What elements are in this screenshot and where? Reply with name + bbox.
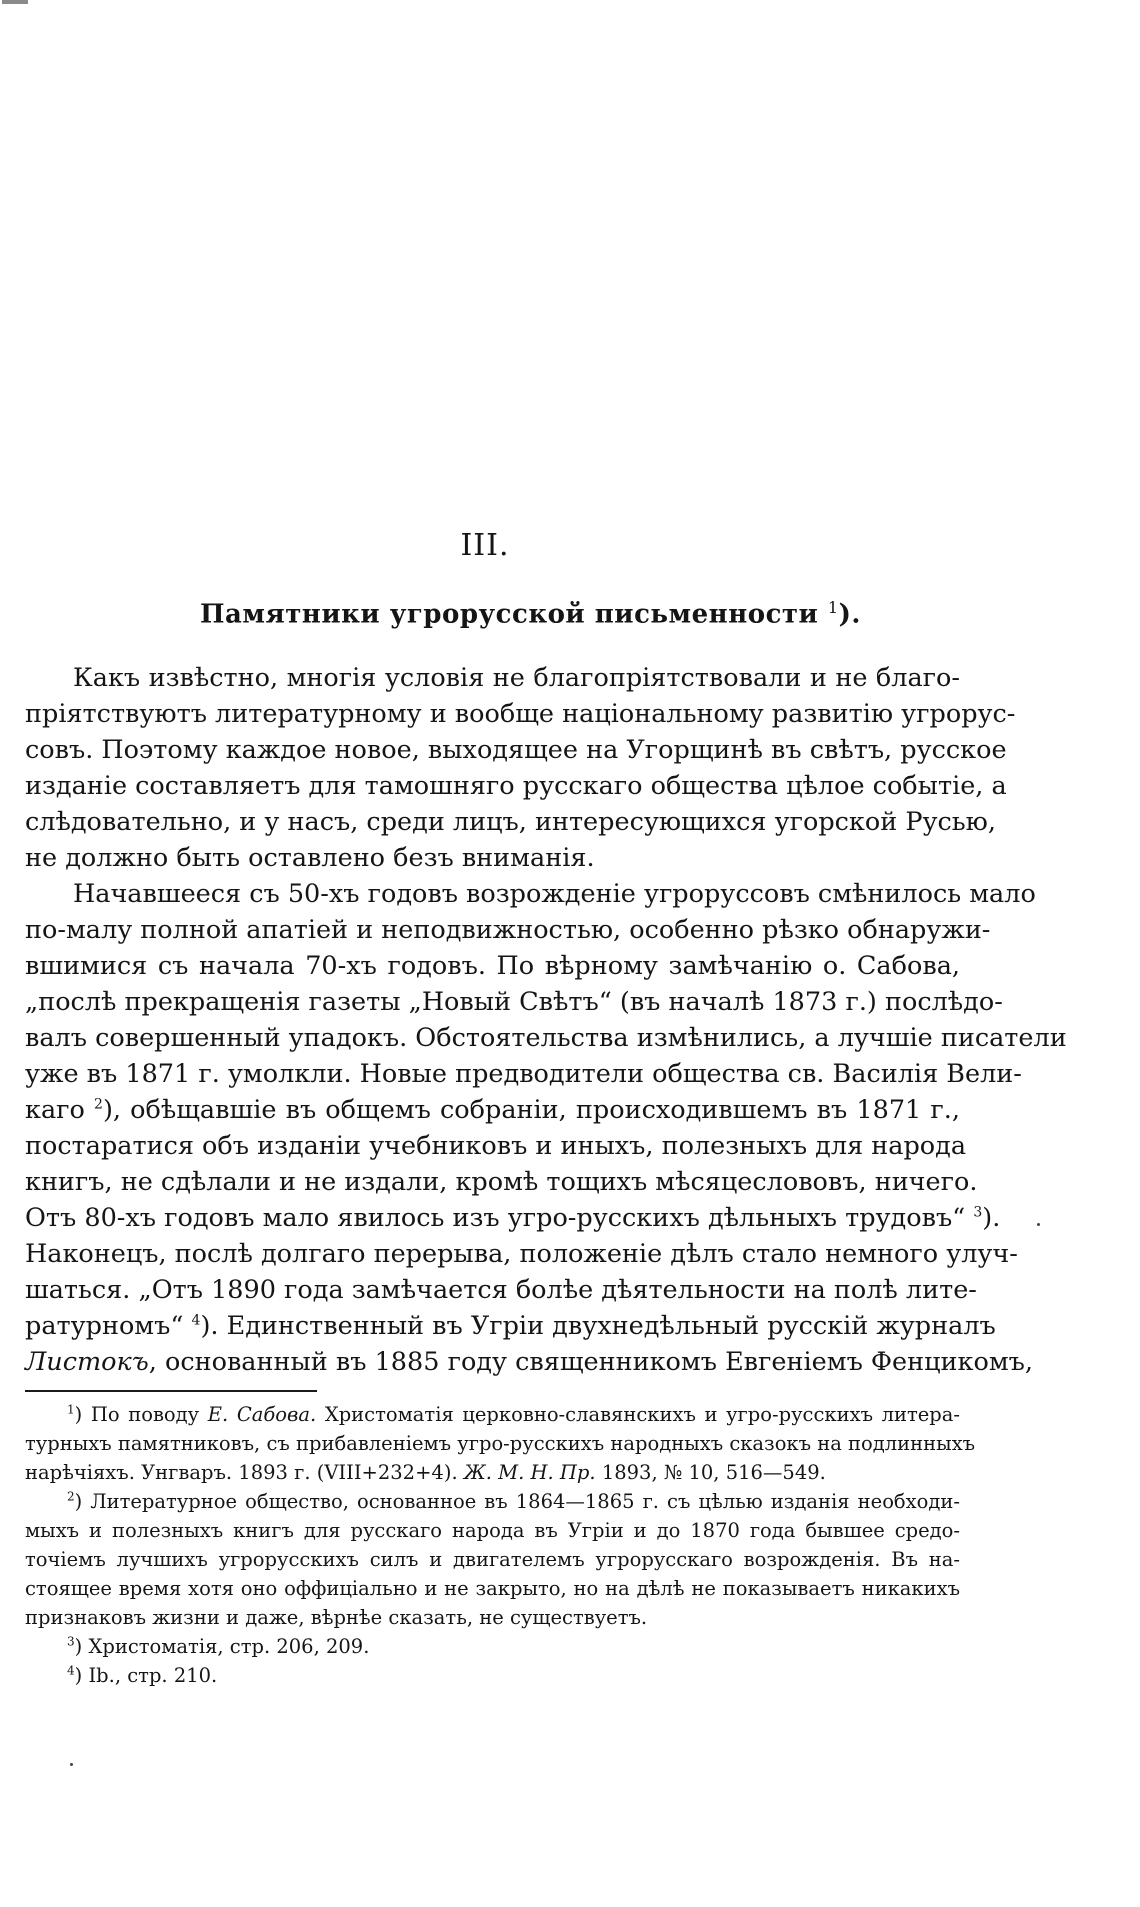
text-line: вшимися съ начала 70-хъ годовъ. По вѣрному замѣчанію о. Сабова,	[25, 951, 960, 981]
section-number: III.	[460, 528, 510, 563]
text-line: изданіе составляетъ для тамошняго русскаго общества цѣлое событіе, а	[25, 771, 1007, 801]
text-line: Наконецъ, послѣ долгаго перерыва, положеніе дѣлъ стало немного улуч-	[25, 1239, 1018, 1269]
text-fragment: Христоматія церковно-славянскихъ и угро-русскихъ литера-	[324, 1403, 960, 1426]
footnote-line	[25, 1458, 960, 1487]
text-line: постаратися объ изданіи учебниковъ и иныхъ, полезныхъ для народа	[25, 1131, 967, 1161]
text-line: шаться. „Отъ 1890 года замѣчается болѣе дѣятельности на полѣ лите-	[25, 1275, 977, 1305]
journal-abbrev: Ж. М. Н. Пр.	[463, 1461, 596, 1484]
chapter-title	[200, 598, 940, 630]
footnote-line: точіемъ лучшихъ угрорусскихъ силъ и двигателемъ угрорусскаго возрожденія. Въ на-	[25, 1548, 960, 1571]
scan-speck	[1037, 1223, 1040, 1226]
scan-speck	[70, 1763, 73, 1766]
footnote-ref: 2	[94, 1096, 103, 1113]
text-line	[25, 1092, 960, 1128]
text-fragment: ратурномъ“	[25, 1311, 184, 1341]
footnote-line: $^1$) По поводу Е. Сабова. Христоматія церковно-славянскихъ и угро-русскихъ литера-	[67, 1402, 960, 1426]
text-line	[25, 1200, 1001, 1236]
body-text	[25, 660, 1067, 1380]
footnote-ref: 1	[827, 598, 839, 617]
footnote-line: признаковъ жизни и даже, вѣрнѣе сказать, не существуетъ.	[25, 1606, 648, 1629]
text-fragment: ), обѣщавшіе въ общемъ собраніи, происходившемъ въ 1871 г.,	[102, 1095, 961, 1125]
journal-title: Листокъ	[25, 1347, 149, 1377]
footnote-line: $^4$) Ib., стр. 210.	[67, 1663, 218, 1687]
footnote-mark: 2	[67, 1489, 75, 1504]
text-line: слѣдовательно, и у насъ, среди лицъ, интересующихся угорской Русью,	[25, 807, 996, 837]
footnote-line: мыхъ и полезныхъ книгъ для русскаго народа въ Угріи и до 1870 года бывшее средо-	[25, 1519, 960, 1542]
footnote-line: $^3$) Христоматія, стр. 206, 209.	[67, 1634, 370, 1658]
footnote-divider	[25, 1390, 317, 1392]
footnote-mark: 4	[67, 1663, 75, 1678]
text-fragment: По поводу	[90, 1403, 200, 1426]
text-line: книгъ, не сдѣлали и не издали, кромѣ тощихъ мѣсяцеслововъ, ничего.	[25, 1167, 978, 1197]
text-line: по-малу полной апатіей и неподвижностью, особенно рѣзко обнаружи-	[25, 915, 991, 945]
text-line	[25, 1344, 1033, 1380]
footnote-mark: 1	[67, 1402, 75, 1417]
text-fragment: , основанный въ 1885 году священникомъ Евгеніемъ Фенцикомъ,	[148, 1347, 1033, 1377]
text-fragment: ). Единственный въ Угріи двухнедѣльный русскій журналъ	[200, 1311, 996, 1341]
text-fragment: Отъ 80-хъ годовъ мало явилось изъ угро-русскихъ дѣльныхъ трудовъ“	[25, 1203, 966, 1233]
author-name: Е. Сабова.	[207, 1403, 317, 1426]
text-line: Какъ извѣстно, многія условія не благопріятствовали и не благо-	[73, 663, 960, 693]
text-line: Начавшееся съ 50-хъ годовъ возрожденіе угроруссовъ смѣнилось мало	[73, 879, 1036, 909]
text-line: пріятствуютъ литературному и вообще національному развитію угрорус-	[25, 699, 1016, 729]
footnotes	[25, 1400, 976, 1690]
text-fragment: Христоматія, стр. 206, 209.	[88, 1635, 370, 1658]
footnote-ref: 4	[191, 1312, 201, 1329]
footnote-ref: 3	[973, 1204, 983, 1221]
text-line: совъ. Поэтому каждое новое, выходящее на Угорщинѣ въ свѣтъ, русское	[25, 735, 1007, 765]
text-fragment: 1893, № 10, 516—549.	[601, 1461, 826, 1484]
text-line: „послѣ прекращенія газеты „Новый Свѣтъ“ (въ началѣ 1873 г.) послѣдо-	[25, 987, 1003, 1017]
footnote-line: стоящее время хотя оно оффиціально и не закрыто, но на дѣлѣ не показываетъ никакихъ	[25, 1577, 960, 1600]
footnote-line: турныхъ памятниковъ, съ прибавленіемъ угро-русскихъ народныхъ сказокъ на подлинныхъ	[25, 1432, 976, 1455]
text-line	[25, 1308, 996, 1344]
text-line: уже въ 1871 г. умолкли. Новые предводители общества св. Василія Вели-	[25, 1059, 1022, 1089]
text-line: не должно быть оставлено безъ вниманія.	[25, 843, 595, 873]
chapter-title-close: ).	[838, 599, 861, 630]
text-fragment: каго	[25, 1095, 85, 1125]
footnote-line: $^2$) Литературное общество, основанное въ 1864—1865 г. съ цѣлью изданія необходи-	[67, 1489, 961, 1513]
text-fragment: ).	[982, 1203, 1001, 1233]
text-fragment: Ib., стр. 210.	[88, 1664, 218, 1687]
text-line: валъ совершенный упадокъ. Обстоятельства измѣнились, а лучшіе писатели	[25, 1023, 1067, 1053]
footnote-mark: 3	[67, 1634, 75, 1649]
chapter-title-text: Памятники угрорусской письменности	[200, 599, 819, 630]
scan-artifact	[2, 0, 28, 4]
text-fragment: Литературное общество, основанное въ 1864—1865 г. съ цѣлью изданія необходи-	[90, 1490, 961, 1513]
text-fragment: нарѣчіяхъ. Унгваръ. 1893 г. (VIII+232+4).	[25, 1461, 458, 1484]
